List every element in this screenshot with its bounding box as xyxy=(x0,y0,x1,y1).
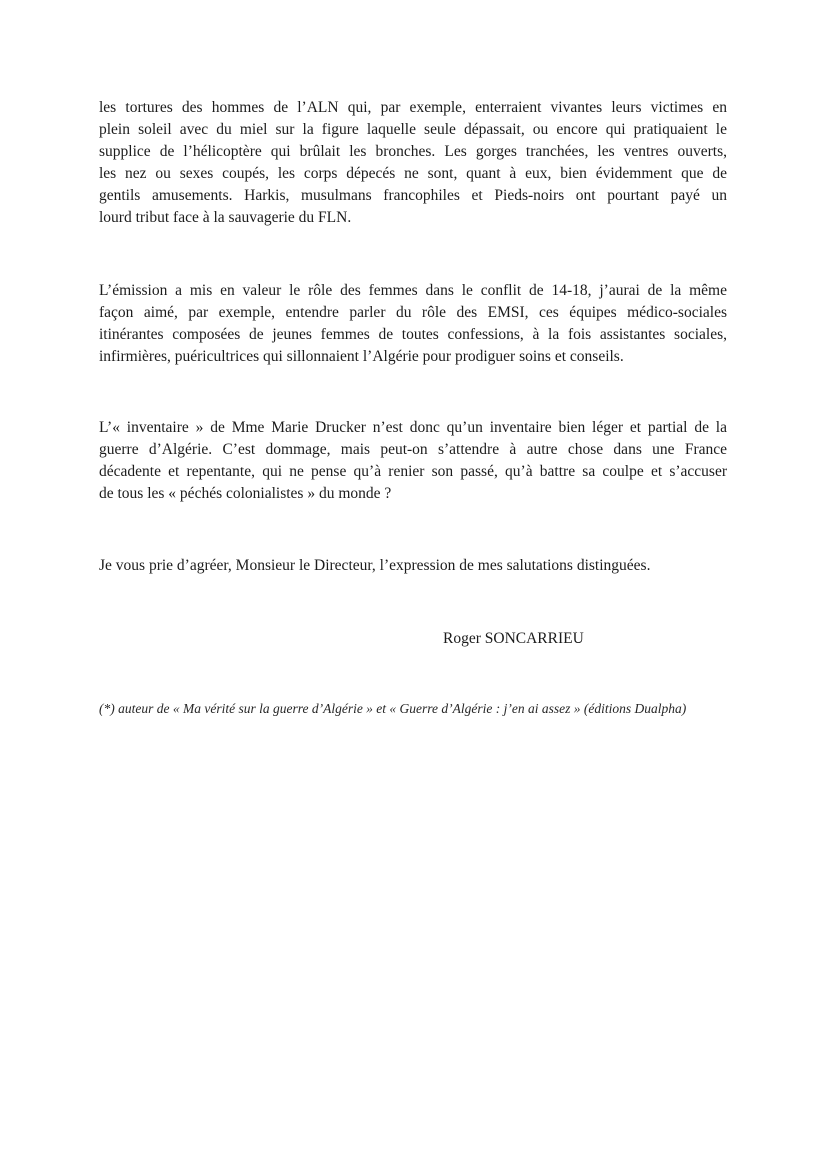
text-line: façon aimé, par exemple, entendre parler du rôle des EMSI, ces équipes médico-sociales xyxy=(99,304,727,321)
footnote-author-books: (*) auteur de « Ma vérité sur la guerre d’Algérie » et « Guerre d’Algérie : j’en ai assez » (éditions Dualpha) xyxy=(99,701,687,716)
text-line: Je vous prie d’agréer, Monsieur le Directeur, l’expression de mes salutations distinguées. xyxy=(99,557,651,574)
text-line: itinérantes composées de jeunes femmes de toutes confessions, à la fois assistantes sociales, xyxy=(99,326,727,343)
text-line: les nez ou sexes coupés, les corps dépecés ne sont, quant à eux, bien évidemment que de xyxy=(99,165,727,182)
paragraph-inventaire-drucker xyxy=(99,417,727,505)
text-line: guerre d’Algérie. C’est dommage, mais peut-on s’attendre à autre chose dans une France xyxy=(99,441,727,458)
text-line: infirmières, puéricultrices qui sillonnaient l’Algérie pour prodiguer soins et conseils. xyxy=(99,348,624,365)
text-line: décadente et repentante, qui ne pense qu’à renier son passé, qu’à battre sa coulpe et s’accuser xyxy=(99,463,727,480)
paragraph-emission-emsi xyxy=(99,280,727,368)
text-line: lourd tribut face à la sauvagerie du FLN. xyxy=(99,209,352,226)
paragraph-torture-aln xyxy=(99,97,727,229)
signature-name: Roger SONCARRIEU xyxy=(443,630,584,647)
text-line: L’émission a mis en valeur le rôle des femmes dans le conflit de 14-18, j’aurai de la même xyxy=(99,282,727,299)
text-line: gentils amusements. Harkis, musulmans francophiles et Pieds-noirs ont pourtant payé un xyxy=(99,187,727,204)
text-line: supplice de l’hélicoptère qui brûlait les bronches. Les gorges tranchées, les ventres ouverts, xyxy=(99,143,727,160)
text-line: plein soleil avec du miel sur la figure laquelle seule dépassait, ou encore qui pratiquaient le xyxy=(99,121,727,138)
paragraph-salutations xyxy=(99,555,727,577)
text-line: les tortures des hommes de l’ALN qui, par exemple, enterraient vivantes leurs victimes en xyxy=(99,99,727,116)
text-line: L’« inventaire » de Mme Marie Drucker n’est donc qu’un inventaire bien léger et partial de la xyxy=(99,419,727,436)
text-line: de tous les « péchés colonialistes » du monde ? xyxy=(99,485,392,502)
